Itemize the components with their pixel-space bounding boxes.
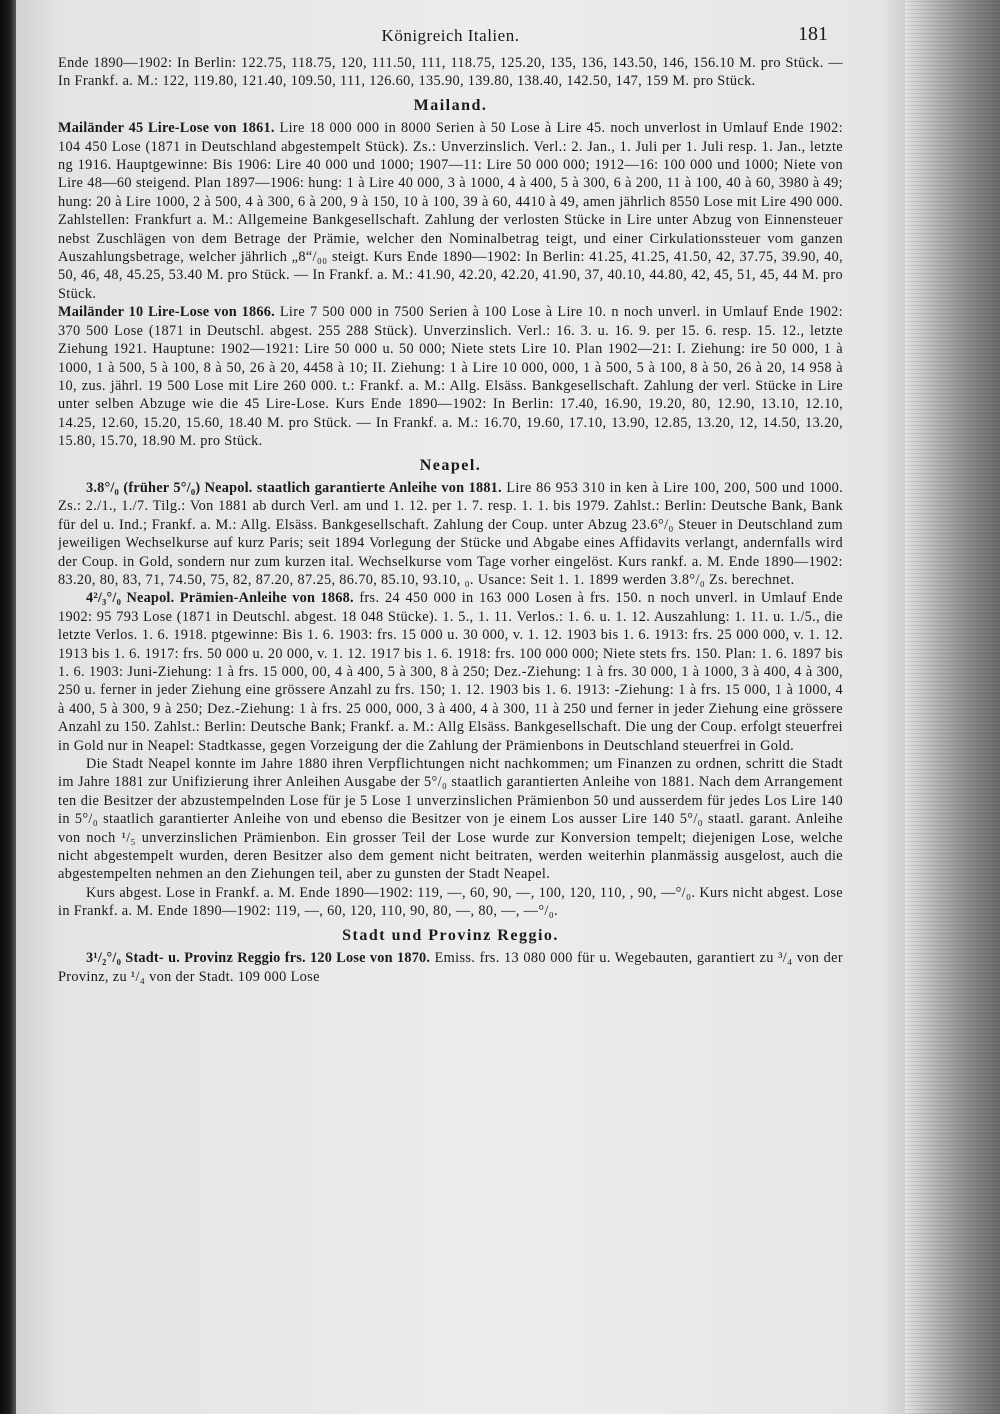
book-binding-shadow (0, 0, 16, 1414)
entry-title: Mailänder 10 Lire-Lose von 1866. (58, 304, 275, 321)
entry-mailand-10 (58, 303, 843, 450)
entry-mailand-45 (58, 119, 843, 303)
entry-text: Lire 86 953 310 in ken à Lire 100, 200, 500 und 1000. Zs.: 2./1., 1./7. Tilg.: Von 1881 ab durch Verl. am und 1. 12. per 1. 7. resp. 1. 1. bis 1979. Zahlst.: Berlin: Deutsche Bank, Bank für del u. Ind.; Frankf. a. M.: Allg. Elsäss. Bankgesellschaft. Zahlung der Coup. unter Abzug 23.6°/₀ Steuer in Deutschland zum jeweiligen Wechselkurse auf kurz Paris; seit 1894 Vorlegung der Stücke und Abgabe eines Affidavits verlangt, andernfalls wird der Coup. in Gold, sondern nur zum kurzen ital. Wechselkurse vom Tage vorher eingelöst. Kurs rankf. a. M. Ende 1890—1902: 83.20, 80, 83, 71, 74.50, 75, 82, 87.20, 87.25, 86.70, 85.10, 93.10, ₀. Usance: Seit 1. 1. 1899 werden 3.8°/₀ Zs. berechnet. (58, 479, 843, 588)
body-text (58, 54, 843, 986)
entry-title: 3.8°/₀ (früher 5°/₀) Neapol. staatlich garantierte Anleihe von 1881. (86, 479, 502, 496)
running-title: Königreich Italien. (381, 26, 520, 45)
entry-neapel-1868 (58, 589, 843, 755)
neapel-history-paragraph: Die Stadt Neapel konnte im Jahre 1880 ihren Verpflichtungen nicht nachkommen; um Finanzen zu ordnen, schritt die Stadt im Jahre 1881 zur Unifizierung ihrer Anleihen Ausgabe der 5°/₀ staatlich garantierten Anleihe von 1881. Nach dem Arrangement ten die Besitzer der abzustempelnden Lose für je 5 Lose 1 unverzinslichen Prämienbon 50 und ausserdem für jedes Los Lire 140 in 5°/₀ staatlich garantierter Anleihe von und ebenso die Besitzer von je einem Los ausser Lire 140 5°/₀ staatl. garant. Anleihe von noch ¹/₅ unverzinslichen Prämienbon. Ein grosser Teil der Lose wurde zur Konversion tempelt; diejenigen Lose, welche nicht abgestempelt wurden, deren Besitzer also dem gement nicht beitraten, werden weiterhin planmässig ausgelost, auch die abgestempelten nehmen an den Ziehungen teil, aber zu gunsten der Stadt Neapel. (58, 756, 843, 883)
entry-text: Emiss. frs. 13 080 000 für u. Wegebauten, garantiert zu ³/₄ von der Provinz, zu ¹/₄ von der Stadt. 109 000 Lose (58, 950, 843, 985)
entry-title: 3¹/₂°/₀ Stadt- u. Provinz Reggio frs. 120 Lose von 1870. (86, 950, 431, 967)
entry-neapel-1881 (58, 479, 843, 589)
entry-text: Lire 18 000 000 in 8000 Serien à 50 Lose à Lire 45. noch unverlost in Umlauf Ende 1902: 104 450 Lose (1871 in Deutschland abgestempelt Stück). Zs.: Unverzinslich. Verl.: 2. Jan., 1. Juli per 1. Juli resp. 1. Jan., letzte ng 1916. Hauptgewinne: Bis 1906: Lire 40 000 und 1000; 1907—11: Lire 50 000 000; 1912—16: 100 000 und 1000; Niete von Lire 48—60 steigend. Plan 1897—1906: hung: 1 à Lire 40 000, 3 à 1000, 4 à 400, 5 à 300, 6 à 200, 11 à 100, 40 à 60, 3980 à 49; hung: 20 à Lire 1000, 2 à 500, 4 à 300, 6 à 200, 9 à 150, 10 à 100, 39 à 60, 4410 à 49, amen jährlich 8550 Lose mit Lire 490 000. Zahlstellen: Frankfurt a. M.: Allgemeine Bankgesellschaft. Zahlung der verlosten Stücke in Lire unter Abzug von Einnensteuer nebst Zuschlägen von dem Betrage der Prämie, welcher den Nominalbetrag teigt, und einer Cirkulationssteuer vom ganzen Auszahlungsbetrage, welcher jährlich „8“/₀₀ steigt. Kurs Ende 1890—1902: In Berlin: 41.25, 41.25, 41.50, 42, 37.75, 39.90, 40, 50, 46, 48, 45.25, 53.40 M. pro Stück. — In Frankf. a. M.: 41.90, 42.20, 42.20, 41.90, 37, 40.10, 44.80, 42, 45, 51, 45, 44 M. pro Stück. (58, 120, 843, 302)
intro-paragraph: Ende 1890—1902: In Berlin: 122.75, 118.75, 120, 111.50, 111, 118.75, 125.20, 135, 136, 143.50, 146, 156.10 M. pro Stück. — In Frankf. a. M.: 122, 119.80, 121.40, 109.50, 111, 126.60, 135.90, 139.80, 138.40, 142.50, 147, 159 M. pro Stück. (58, 55, 843, 90)
entry-text: frs. 24 450 000 in 163 000 Losen à frs. 150. n noch unverl. in Umlauf Ende 1902: 95 793 Lose (1871 in Deutschl. abgest. 18 048 Stücke). 1. 5., 1. 11. Verlos.: 1. 6. u. 1. 12. Auszahlung: 1. 11. u. 1./5., die letzte Verlos. 1. 6. 1918. ptgewinne: Bis 1. 6. 1903: frs. 15 000 u. 30 000, v. 1. 12. 1903 bis 1. 6. 1913: frs. 25 000 000, v. 1. 12. 1913 bis 1. 6. 1917: frs. 50 000 u. 20 000, v. 1. 12. 1917 bis 1. 6. 1918: frs. 100 000 000; Niete stets frs. 150. Plan: 1. 6. 1897 bis 1. 6. 1903: Juni-Ziehung: 1 à frs. 15 000, 00, 4 à 400, 5 à 300, 8 à 250; Dez.-Ziehung: 1 à frs. 30 000, 1 à 1000, 3 à 400, 4 à 300, 250 u. ferner in jeder Ziehung eine grössere Anzahl zu frs. 150; 1. 12. 1903 bis 1. 6. 1913: -Ziehung: 1 à frs. 15 000, 1 à 1000, 4 à 400, 5 à 300, 9 à 250; Dez.-Ziehung: 1 à frs. 25 000, 000, 3 à 400, 4 à 300, 11 à 250 und ferner in jeder Ziehung eine grössere Anzahl zu 150. Zahlst.: Berlin: Deutsche Bank; Frankf. a. M.: Allg Elsäss. Bankgesellschaft. Die ung der Coup. erfolgt steuerfrei in Gold nur in Neapel: Stadtkasse, gegen Vorzeigung der die Zahlung der Prämienbons in Deutschland steuerfrei in Gold. (58, 590, 843, 754)
section-heading-neapel: Neapel. (419, 456, 482, 474)
entry-reggio-1870 (58, 949, 843, 986)
document-page (58, 18, 843, 1398)
running-header (58, 18, 843, 54)
page-edge-strip (905, 0, 1000, 1414)
section-heading-mailand: Mailand. (413, 96, 488, 114)
section-heading-reggio: Stadt und Provinz Reggio. (342, 926, 559, 944)
page-number: 181 (798, 23, 828, 45)
entry-title: Mailänder 45 Lire-Lose von 1861. (58, 120, 275, 137)
entry-title: 4²/₃°/₀ Neapol. Prämien-Anleihe von 1868. (86, 590, 354, 607)
neapel-kurs-paragraph: Kurs abgest. Lose in Frankf. a. M. Ende 1890—1902: 119, —, 60, 90, —, 100, 120, 110, , 90, —°/₀. Kurs nicht abgest. Lose in Frankf. a. M. Ende 1890—1902: 119, —, 60, 120, 110, 90, 80, —, 80, —, —°/₀. (58, 884, 843, 920)
entry-text: Lire 7 500 000 in 7500 Serien à 100 Lose à Lire 10. n noch unverl. in Umlauf Ende 1902: 370 500 Lose (1871 in Deutschl. abgest. 255 288 Stück). Unverzinslich. Verl.: 16. 3. u. 16. 9. per 15. 6. resp. 15. 12., letzte Ziehung 1921. Hauptune: 1902—1921: Lire 50 000 u. 50 000; Niete stets Lire 10. Plan 1902—21: I. Ziehung: ire 50 000, 1 à 1000, 1 à 500, 5 à 100, 8 à 50, 26 à 20, 4458 à 10; II. Ziehung: 1 à Lire 10 000, 000, 1 à 500, 5 à 100, 8 à 50, 26 à 20, 14 958 à 10, zus. jährl. 19 500 Lose mit Lire 260 000. t.: Frankf. a. M.: Allg. Elsäss. Bankgesellschaft. Zahlung der verl. Stücke in Lire unter selben Abzuge wie die 45 Lire-Lose. Kurs Ende 1890—1902: In Berlin: 17.40, 16.90, 19.20, 80, 12.90, 13.10, 12.10, 14.25, 12.60, 15.20, 15.60, 18.40 M. pro Stück. — In Frankf. a. M.: 16.70, 19.60, 17.10, 13.90, 12.85, 13.20, 12, 14.50, 13.20, 15.80, 15.70, 18.90 M. pro Stück. (58, 304, 843, 450)
